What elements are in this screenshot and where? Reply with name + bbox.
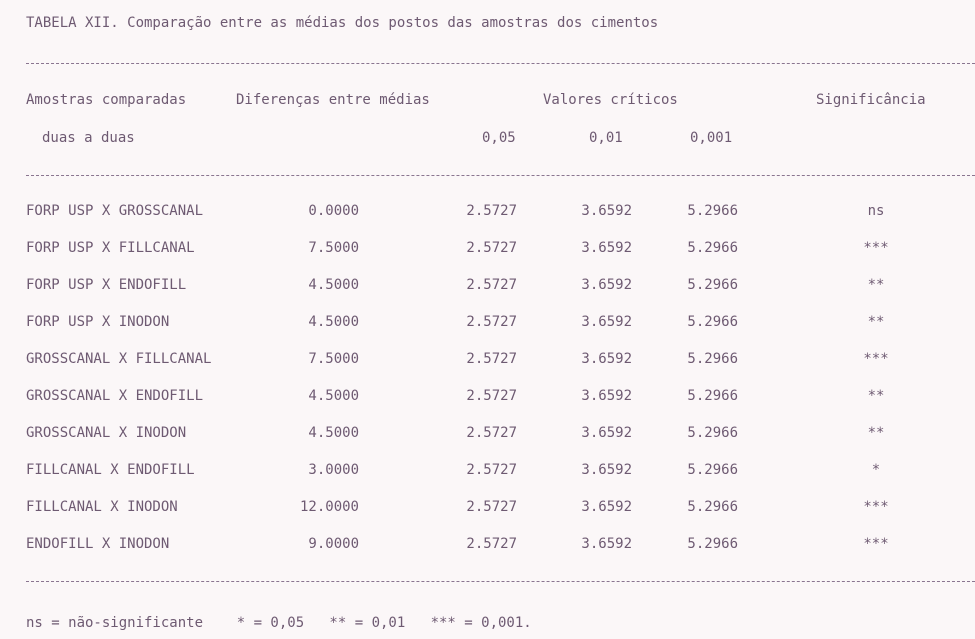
cell-critical-0001: 5.2966	[687, 425, 738, 441]
cell-critical-0001: 5.2966	[687, 351, 738, 367]
cell-critical-0001: 5.2966	[687, 499, 738, 515]
cell-pair: FILLCANAL X INODON	[26, 499, 178, 515]
cell-significance: **	[867, 277, 885, 293]
header-significance: Significância	[816, 92, 926, 108]
cell-pair: ENDOFILL X INODON	[26, 536, 170, 552]
cell-critical-0001: 5.2966	[687, 462, 738, 478]
cell-pair: GROSSCANAL X INODON	[26, 425, 187, 441]
cell-critical-0001: 5.2966	[687, 388, 738, 404]
cell-significance: ***	[863, 240, 889, 256]
cell-difference: 12.0000	[299, 499, 359, 515]
cell-critical-001: 3.6592	[581, 499, 632, 515]
cell-pair: FORP USP X FILLCANAL	[26, 240, 195, 256]
cell-difference: 4.5000	[308, 425, 359, 441]
cell-critical-005: 2.5727	[466, 203, 517, 219]
cell-critical-001: 3.6592	[581, 203, 632, 219]
header-pairs-sub: duas a duas	[42, 130, 135, 146]
cell-pair: FILLCANAL X ENDOFILL	[26, 462, 195, 478]
cell-critical-005: 2.5727	[466, 536, 517, 552]
footnote: ns = não-significante * = 0,05 ** = 0,01 *** = 0,001.	[26, 615, 532, 631]
cell-critical-001: 3.6592	[581, 240, 632, 256]
cell-critical-005: 2.5727	[466, 277, 517, 293]
cell-significance: ns	[867, 203, 885, 219]
cell-pair: FORP USP X ENDOFILL	[26, 277, 187, 293]
cell-critical-001: 3.6592	[581, 351, 632, 367]
cell-critical-001: 3.6592	[581, 462, 632, 478]
cell-critical-005: 2.5727	[466, 499, 517, 515]
cell-critical-001: 3.6592	[581, 425, 632, 441]
table-title: TABELA XII. Comparação entre as médias dos postos das amostras dos cimentos	[26, 15, 659, 31]
cell-critical-005: 2.5727	[466, 388, 517, 404]
header-differences: Diferenças entre médias	[236, 92, 430, 108]
cell-critical-001: 3.6592	[581, 536, 632, 552]
cell-significance: ***	[863, 536, 889, 552]
cell-critical-001: 3.6592	[581, 314, 632, 330]
cell-critical-0001: 5.2966	[687, 240, 738, 256]
rule-bottom	[26, 581, 975, 582]
cell-difference: 3.0000	[308, 462, 359, 478]
cell-critical-0001: 5.2966	[687, 314, 738, 330]
rule-top	[26, 63, 975, 64]
cell-difference: 7.5000	[308, 240, 359, 256]
cell-critical-005: 2.5727	[466, 240, 517, 256]
cell-critical-001: 3.6592	[581, 277, 632, 293]
cell-difference: 7.5000	[308, 351, 359, 367]
cell-pair: GROSSCANAL X FILLCANAL	[26, 351, 212, 367]
rule-header	[26, 175, 975, 176]
cell-critical-0001: 5.2966	[687, 277, 738, 293]
cell-significance: **	[867, 388, 885, 404]
cell-difference: 0.0000	[308, 203, 359, 219]
cell-critical-005: 2.5727	[466, 425, 517, 441]
cell-pair: FORP USP X GROSSCANAL	[26, 203, 204, 219]
cell-critical-0001: 5.2966	[687, 203, 738, 219]
header-crit-001: 0,01	[589, 130, 623, 146]
cell-difference: 4.5000	[308, 314, 359, 330]
cell-critical-0001: 5.2966	[687, 536, 738, 552]
cell-significance: ***	[863, 351, 889, 367]
cell-significance: ***	[863, 499, 889, 515]
cell-pair: GROSSCANAL X ENDOFILL	[26, 388, 204, 404]
cell-critical-001: 3.6592	[581, 388, 632, 404]
header-critical-values: Valores críticos	[543, 92, 678, 108]
cell-critical-005: 2.5727	[466, 314, 517, 330]
header-crit-0001: 0,001	[690, 130, 733, 146]
cell-difference: 4.5000	[308, 277, 359, 293]
header-crit-005: 0,05	[482, 130, 516, 146]
cell-significance: **	[867, 314, 885, 330]
cell-critical-005: 2.5727	[466, 462, 517, 478]
cell-difference: 4.5000	[308, 388, 359, 404]
cell-critical-005: 2.5727	[466, 351, 517, 367]
header-pairs: Amostras comparadas	[26, 92, 187, 108]
cell-difference: 9.0000	[308, 536, 359, 552]
cell-significance: *	[871, 462, 881, 478]
cell-pair: FORP USP X INODON	[26, 314, 170, 330]
cell-significance: **	[867, 425, 885, 441]
